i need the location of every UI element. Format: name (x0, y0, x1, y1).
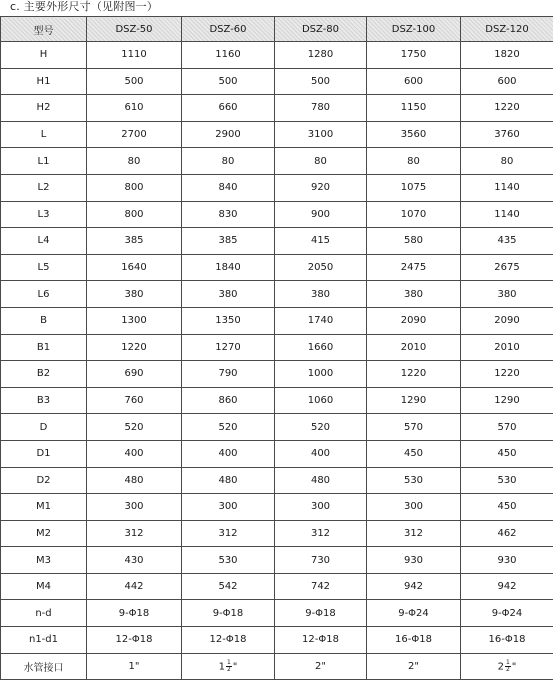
mixed-number-whole: 1 (219, 661, 225, 672)
row-label: L1 (1, 148, 87, 175)
table-cell: 500 (87, 68, 182, 95)
table-cell: 300 (367, 494, 461, 521)
header-dsz-100: DSZ-100 (367, 17, 461, 42)
row-label: L (1, 121, 87, 148)
table-cell: 80 (275, 148, 367, 175)
table-row (1, 42, 553, 69)
table-cell: 16-Φ18 (461, 627, 553, 654)
table-cell: 1060 (275, 387, 367, 414)
table-cell: 742 (275, 573, 367, 600)
table-cell: 1660 (275, 334, 367, 361)
table-row (1, 494, 553, 521)
row-label: H1 (1, 68, 87, 95)
mixed-number-whole: 2 (498, 661, 504, 672)
table-cell: 2010 (461, 334, 553, 361)
table-cell: 600 (461, 68, 553, 95)
table-cell: 840 (182, 174, 275, 201)
row-label: B1 (1, 334, 87, 361)
row-label: B2 (1, 361, 87, 388)
table-cell: 1300 (87, 307, 182, 334)
table-cell: 1820 (461, 42, 553, 69)
table-cell: 435 (461, 228, 553, 255)
table-cell: 800 (87, 201, 182, 228)
table-cell: 462 (461, 520, 553, 547)
fraction-denominator: 2 (226, 667, 232, 673)
header-dsz-120: DSZ-120 (461, 17, 553, 42)
table-cell: 570 (461, 414, 553, 441)
table-cell: 430 (87, 547, 182, 574)
inch-mark: " (233, 661, 238, 672)
inch-mark: " (512, 661, 517, 672)
table-cell: 1220 (461, 95, 553, 122)
fraction-numerator: 1 (505, 660, 511, 667)
table-cell: 480 (275, 467, 367, 494)
table-cell: 16-Φ18 (367, 627, 461, 654)
table-cell: 415 (275, 228, 367, 255)
table-cell: 9-Φ24 (367, 600, 461, 627)
table-cell: 300 (182, 494, 275, 521)
table-cell: 12-Φ18 (275, 627, 367, 654)
table-row (1, 228, 553, 255)
row-label: M2 (1, 520, 87, 547)
table-cell: 312 (275, 520, 367, 547)
table-cell: 2090 (367, 307, 461, 334)
table-body (1, 42, 553, 680)
table-row (1, 307, 553, 334)
table-cell: 1640 (87, 254, 182, 281)
table-cell: 860 (182, 387, 275, 414)
table-cell: 442 (87, 573, 182, 600)
row-label: H (1, 42, 87, 69)
table-cell: 1290 (367, 387, 461, 414)
table-cell: 660 (182, 95, 275, 122)
table-cell: 1160 (182, 42, 275, 69)
header-dsz-60: DSZ-60 (182, 17, 275, 42)
fraction-numerator: 1 (226, 660, 232, 667)
table-cell: 400 (275, 440, 367, 467)
table-cell: 530 (182, 547, 275, 574)
table-row-water-pipe-connection (1, 653, 553, 680)
table-cell: 1" (87, 653, 182, 680)
table-cell: 1220 (367, 361, 461, 388)
table-row (1, 387, 553, 414)
table-cell: 690 (87, 361, 182, 388)
table-row (1, 121, 553, 148)
table-cell: 1140 (461, 201, 553, 228)
table-cell: 80 (461, 148, 553, 175)
table-cell: 80 (367, 148, 461, 175)
fraction (226, 660, 232, 673)
table-cell: 530 (367, 467, 461, 494)
table-cell: 542 (182, 573, 275, 600)
table-cell (182, 653, 275, 680)
table-header-row (1, 17, 553, 42)
table-cell: 500 (275, 68, 367, 95)
table-cell: 790 (182, 361, 275, 388)
table-cell: 2" (367, 653, 461, 680)
table-cell: 3100 (275, 121, 367, 148)
table-cell: 1070 (367, 201, 461, 228)
table-row (1, 148, 553, 175)
table-cell: 450 (367, 440, 461, 467)
table-cell: 1140 (461, 174, 553, 201)
table-cell: 1150 (367, 95, 461, 122)
table-cell: 400 (182, 440, 275, 467)
table-cell: 830 (182, 201, 275, 228)
row-label: D2 (1, 467, 87, 494)
table-row (1, 95, 553, 122)
table-cell: 312 (182, 520, 275, 547)
row-label: B (1, 307, 87, 334)
table-cell: 570 (367, 414, 461, 441)
table-cell: 9-Φ18 (182, 600, 275, 627)
table-cell: 480 (87, 467, 182, 494)
table-row (1, 600, 553, 627)
table-cell: 3760 (461, 121, 553, 148)
table-cell: 780 (275, 95, 367, 122)
table-cell: 380 (87, 281, 182, 308)
table-cell: 450 (461, 494, 553, 521)
table-cell: 1000 (275, 361, 367, 388)
table-row (1, 254, 553, 281)
table-cell: 300 (87, 494, 182, 521)
table-cell: 300 (275, 494, 367, 521)
table-cell: 2010 (367, 334, 461, 361)
table-cell (461, 653, 553, 680)
table-cell: 385 (87, 228, 182, 255)
table-cell: 920 (275, 174, 367, 201)
fraction-denominator: 2 (505, 667, 511, 673)
row-label: B3 (1, 387, 87, 414)
header-dsz-50: DSZ-50 (87, 17, 182, 42)
table-row (1, 440, 553, 467)
table-cell: 942 (367, 573, 461, 600)
table-cell: 1110 (87, 42, 182, 69)
table-cell: 9-Φ18 (275, 600, 367, 627)
table-row (1, 281, 553, 308)
table-cell: 480 (182, 467, 275, 494)
table-cell: 3560 (367, 121, 461, 148)
table-cell: 520 (275, 414, 367, 441)
table-cell: 610 (87, 95, 182, 122)
table-cell: 930 (461, 547, 553, 574)
table-cell: 1280 (275, 42, 367, 69)
row-label: L4 (1, 228, 87, 255)
table-cell: 312 (87, 520, 182, 547)
table-cell: 580 (367, 228, 461, 255)
table-row (1, 361, 553, 388)
fraction (505, 660, 511, 673)
table-cell: 760 (87, 387, 182, 414)
table-cell: 312 (367, 520, 461, 547)
table-cell: 2675 (461, 254, 553, 281)
row-label: L5 (1, 254, 87, 281)
row-label: 水管接口 (1, 653, 87, 680)
row-label: L2 (1, 174, 87, 201)
table-cell: 600 (367, 68, 461, 95)
header-model: 型号 (1, 17, 87, 42)
table-cell: 1840 (182, 254, 275, 281)
table-cell: 500 (182, 68, 275, 95)
table-row (1, 201, 553, 228)
table-cell: 900 (275, 201, 367, 228)
row-label: M3 (1, 547, 87, 574)
table-cell: 2" (275, 653, 367, 680)
table-cell: 12-Φ18 (182, 627, 275, 654)
table-cell: 1270 (182, 334, 275, 361)
table-cell: 520 (182, 414, 275, 441)
table-cell: 800 (87, 174, 182, 201)
row-label: H2 (1, 95, 87, 122)
dimensions-table (0, 16, 553, 680)
table-cell: 530 (461, 467, 553, 494)
row-label: M4 (1, 573, 87, 600)
table-cell: 2700 (87, 121, 182, 148)
table-cell: 9-Φ24 (461, 600, 553, 627)
table-cell: 12-Φ18 (87, 627, 182, 654)
header-dsz-80: DSZ-80 (275, 17, 367, 42)
table-cell: 2050 (275, 254, 367, 281)
table-cell: 450 (461, 440, 553, 467)
table-row (1, 174, 553, 201)
table-cell: 1075 (367, 174, 461, 201)
table-cell: 1350 (182, 307, 275, 334)
table-cell: 1220 (87, 334, 182, 361)
table-row (1, 520, 553, 547)
table-cell: 80 (87, 148, 182, 175)
table-cell: 1290 (461, 387, 553, 414)
row-label: M1 (1, 494, 87, 521)
table-cell: 400 (87, 440, 182, 467)
section-caption: c. 主要外形尺寸（见附图一） (10, 0, 158, 16)
table-cell: 1750 (367, 42, 461, 69)
table-cell: 2900 (182, 121, 275, 148)
row-label: n-d (1, 600, 87, 627)
row-label: n1-d1 (1, 627, 87, 654)
table-cell: 930 (367, 547, 461, 574)
row-label: D1 (1, 440, 87, 467)
table-cell: 1220 (461, 361, 553, 388)
table-row (1, 627, 553, 654)
row-label: D (1, 414, 87, 441)
table-cell: 520 (87, 414, 182, 441)
row-label: L3 (1, 201, 87, 228)
table-cell: 9-Φ18 (87, 600, 182, 627)
table-cell: 730 (275, 547, 367, 574)
row-label: L6 (1, 281, 87, 308)
table-cell: 1740 (275, 307, 367, 334)
table-cell: 80 (182, 148, 275, 175)
table-row (1, 68, 553, 95)
table-cell: 380 (275, 281, 367, 308)
table-row (1, 467, 553, 494)
table-cell: 380 (182, 281, 275, 308)
table-cell: 2475 (367, 254, 461, 281)
table-row (1, 573, 553, 600)
table-row (1, 547, 553, 574)
table-row (1, 414, 553, 441)
table-cell: 380 (367, 281, 461, 308)
table-cell: 942 (461, 573, 553, 600)
table-cell: 2090 (461, 307, 553, 334)
table-cell: 385 (182, 228, 275, 255)
table-row (1, 334, 553, 361)
table-cell: 380 (461, 281, 553, 308)
